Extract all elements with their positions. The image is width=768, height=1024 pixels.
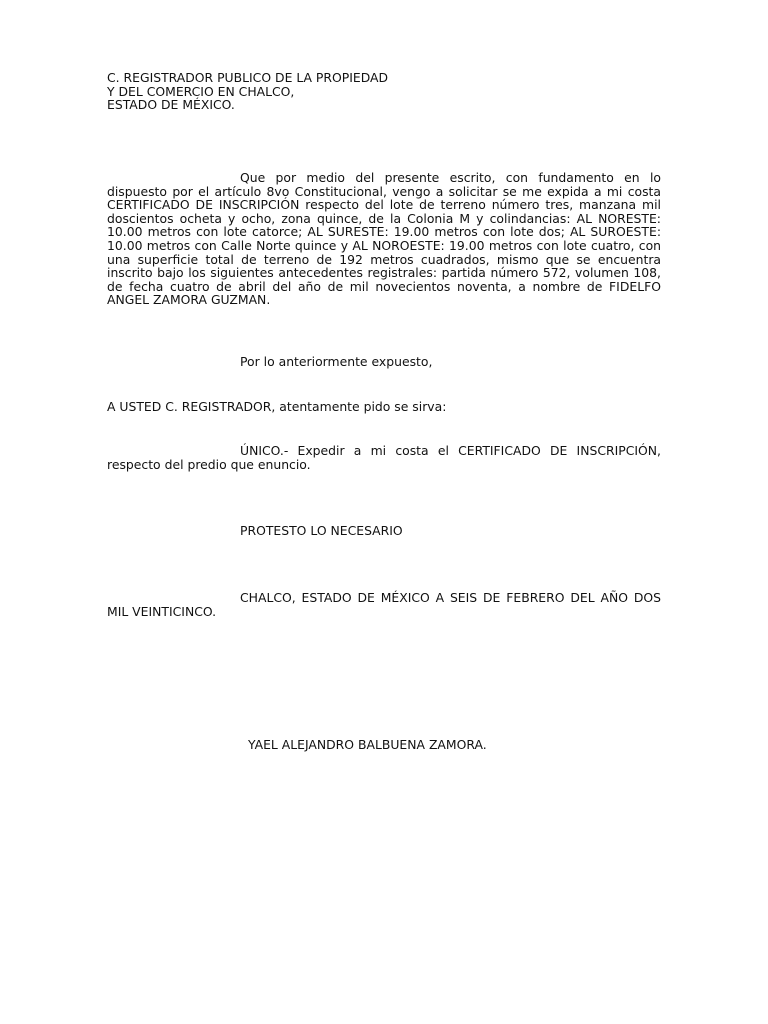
addressee-line-2: Y DEL COMERCIO EN CHALCO, xyxy=(107,83,295,99)
addressee-line-3: ESTADO DE MÉXICO. xyxy=(107,97,235,113)
addressee-line-1: C. REGISTRADOR PUBLICO DE LA PROPIEDAD xyxy=(107,70,389,85)
addressee-block xyxy=(107,71,661,112)
request-line: A USTED C. REGISTRADOR, atentamente pido se sirva: xyxy=(107,399,447,414)
signatory-name: YAEL ALEJANDRO BALBUENA ZAMORA. xyxy=(248,737,487,752)
request-body-paragraph: Que por medio del presente escrito, con fundamento en lo dispuesto por el artículo 8vo Constitucional, vengo a solicitar se me expida a mi costa CERTIFICADO DE INSCRIPCIÓN respecto del lote de terreno número tres, manzana mil doscientos ocheta y ocho, zona quince, de la Colonia M y colindancias: AL NORESTE: 10.00 metros con lote catorce; AL SURESTE: 19.00 metros con lote dos; AL SUROESTE: 10.00 metros con Calle Norte quince y AL NOROESTE: 19.00 metros con lote cuatro, con una superficie total de terreno de 192 metros cuadrados, mismo que se encuentra inscrito bajo los siguientes antecedentes registrales: partida número 572, volumen 108, de fecha cuatro de abril del año de mil novecientos noventa, a nombre de FIDELFO ANGEL ZAMORA GUZMAN. xyxy=(107,170,661,308)
unico-paragraph: ÚNICO.- Expedir a mi costa el CERTIFICADO DE INSCRIPCIÓN, respecto del predio que enuncio. xyxy=(107,443,661,472)
exposed-line: Por lo anteriormente expuesto, xyxy=(240,354,433,369)
place-date-paragraph: CHALCO, ESTADO DE MÉXICO A SEIS DE FEBRERO DEL AÑO DOS MIL VEINTICINCO. xyxy=(107,590,661,619)
protesto-line: PROTESTO LO NECESARIO xyxy=(240,523,403,538)
